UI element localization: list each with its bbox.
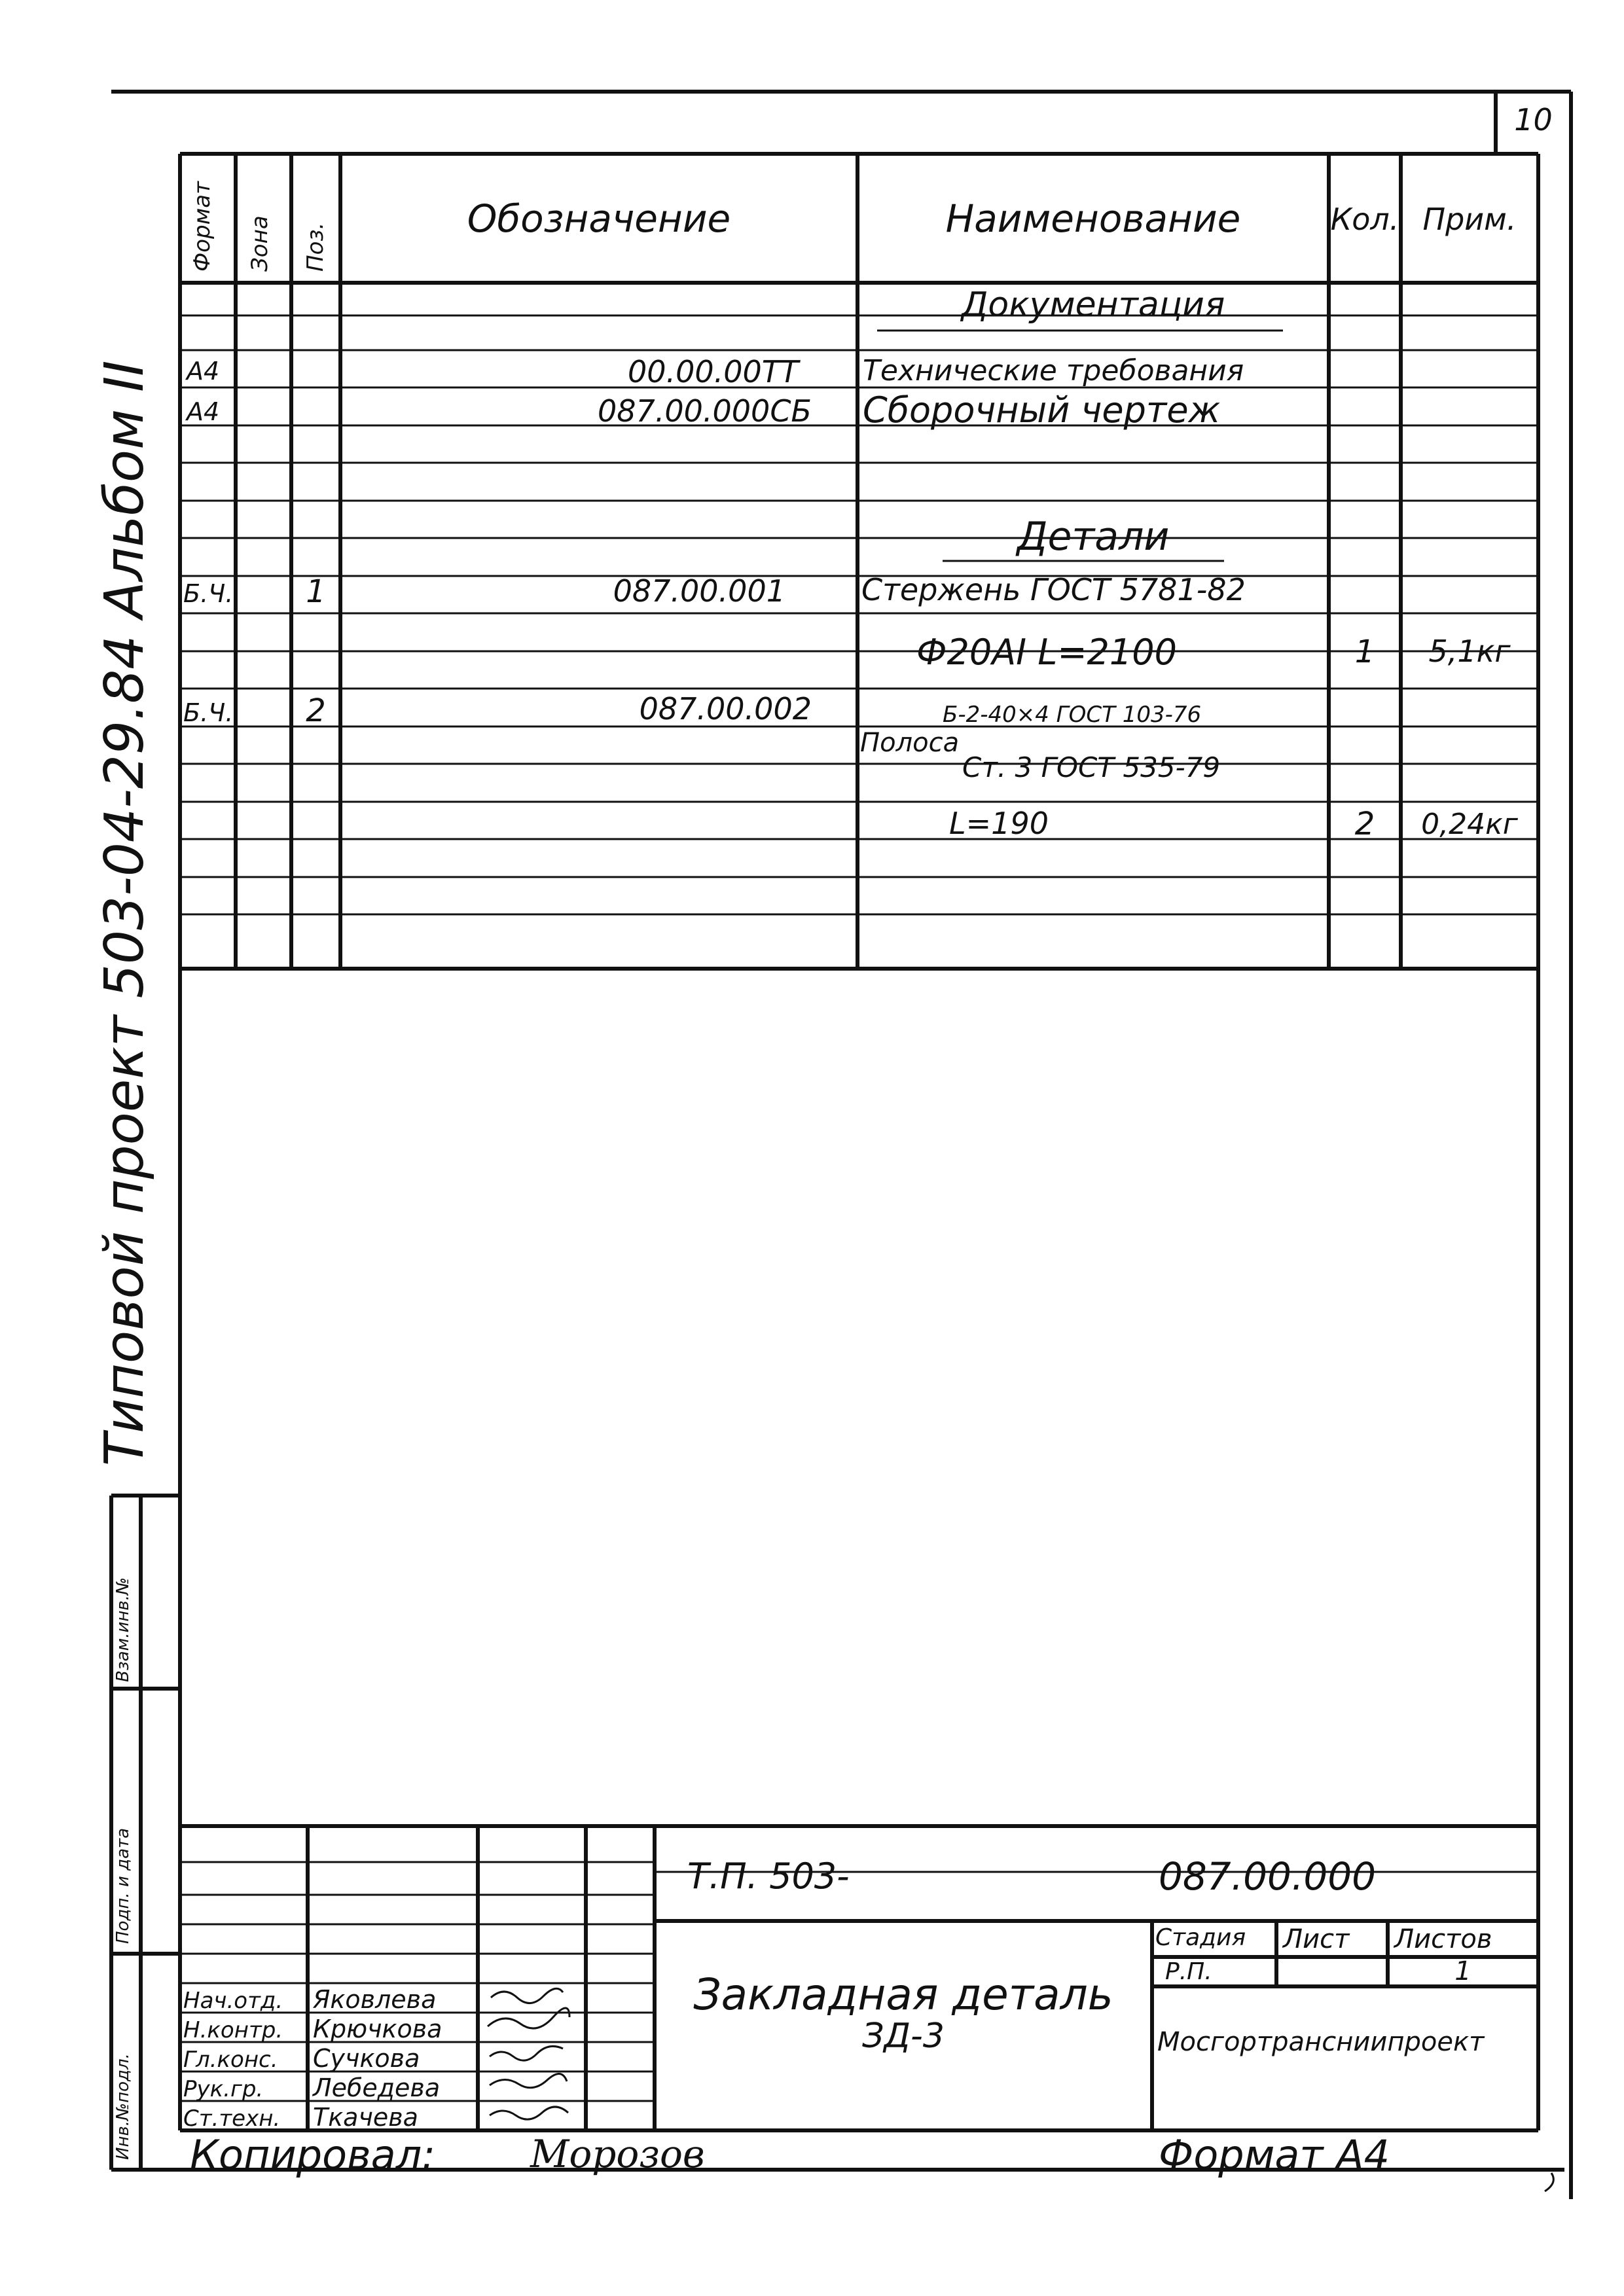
title-line2: ЗД-3 (862, 2017, 945, 2056)
header-format: Формат (189, 181, 215, 272)
person-3: Сучкова (313, 2044, 420, 2073)
header-name: Наименование (945, 196, 1241, 241)
title-line1: Закладная деталь (693, 1969, 1113, 2020)
stage-label: Стадия (1155, 1924, 1246, 1951)
header-zone: Зона (247, 215, 273, 272)
header-note: Прим. (1422, 202, 1517, 237)
copied-label: Копировал: (190, 2131, 436, 2179)
title-code: 087.00.000 (1159, 1854, 1377, 1899)
sheets-label: Листов (1394, 1924, 1492, 1954)
organization: Мосгортрансниипроект (1157, 2027, 1485, 2057)
row-5-format: Б.Ч. (183, 579, 234, 608)
header-pos: Поз. (302, 222, 329, 272)
strip-prefix: Полоса (860, 728, 960, 758)
row-2-format: А4 (187, 397, 220, 426)
row-9-name: L=190 (949, 806, 1049, 841)
row-5-designation: 087.00.001 (613, 573, 785, 609)
row-7-designation: 087.00.002 (639, 691, 812, 726)
stamp-sign-label: Подп. и дата (113, 1827, 133, 1944)
role-3: Гл.конс. (183, 2047, 278, 2073)
row-2-designation: 087.00.000СБ (597, 393, 812, 429)
person-4: Лебедева (313, 2073, 441, 2102)
strip-top: Б-2-40×4 ГОСТ 103-76 (943, 702, 1202, 728)
sheets-value: 1 (1454, 1956, 1471, 1986)
role-1: Нач.отд. (183, 1988, 283, 2014)
role-4: Рук.гр. (183, 2076, 264, 2102)
row-9-qty: 2 (1354, 806, 1375, 842)
row-1-designation: 00.00.00ТТ (627, 354, 799, 389)
header-qty: Кол. (1330, 202, 1399, 237)
row-6-qty: 1 (1354, 634, 1375, 670)
strip-bottom: Ст. 3 ГОСТ 535-79 (962, 751, 1221, 783)
row-7-pos: 2 (306, 692, 326, 729)
side-title: Типовой проект 503-04-29.84 Альбом II (94, 360, 156, 1466)
role-2: Н.контр. (183, 2017, 283, 2043)
row-2-name: Сборочный чертеж (863, 389, 1221, 431)
sheet-label: Лист (1283, 1924, 1350, 1954)
row-1-format: А4 (187, 357, 220, 386)
stamp-replace-label: Взам.инв.№ (113, 1577, 133, 1682)
section-documentation: Документация (961, 285, 1225, 325)
row-5-pos: 1 (306, 573, 326, 610)
row-6-note: 5,1кг (1428, 634, 1511, 669)
format-label: Формат А4 (1159, 2131, 1390, 2179)
section-details: Детали (1017, 514, 1170, 560)
page-number: 10 (1514, 102, 1553, 137)
row-9-note: 0,24кг (1421, 808, 1518, 841)
stage-value: Р.П. (1165, 1958, 1212, 1985)
person-1: Яковлева (313, 1985, 437, 2014)
header-designation: Обозначение (467, 196, 731, 241)
row-5-name: Стержень ГОСТ 5781-82 (861, 572, 1246, 607)
stamp-inv-label: Инв.№подл. (113, 2053, 133, 2160)
row-1-name: Технические требования (863, 354, 1244, 387)
title-project: Т.П. 503- (687, 1856, 850, 1897)
row-6-name: Ф20АI L=2100 (916, 632, 1177, 673)
row-7-format: Б.Ч. (183, 698, 234, 727)
copied-name: Морозов (530, 2132, 705, 2176)
person-2: Крючкова (313, 2015, 442, 2043)
role-5: Ст.техн. (183, 2106, 281, 2132)
person-5: Ткачева (313, 2103, 418, 2132)
